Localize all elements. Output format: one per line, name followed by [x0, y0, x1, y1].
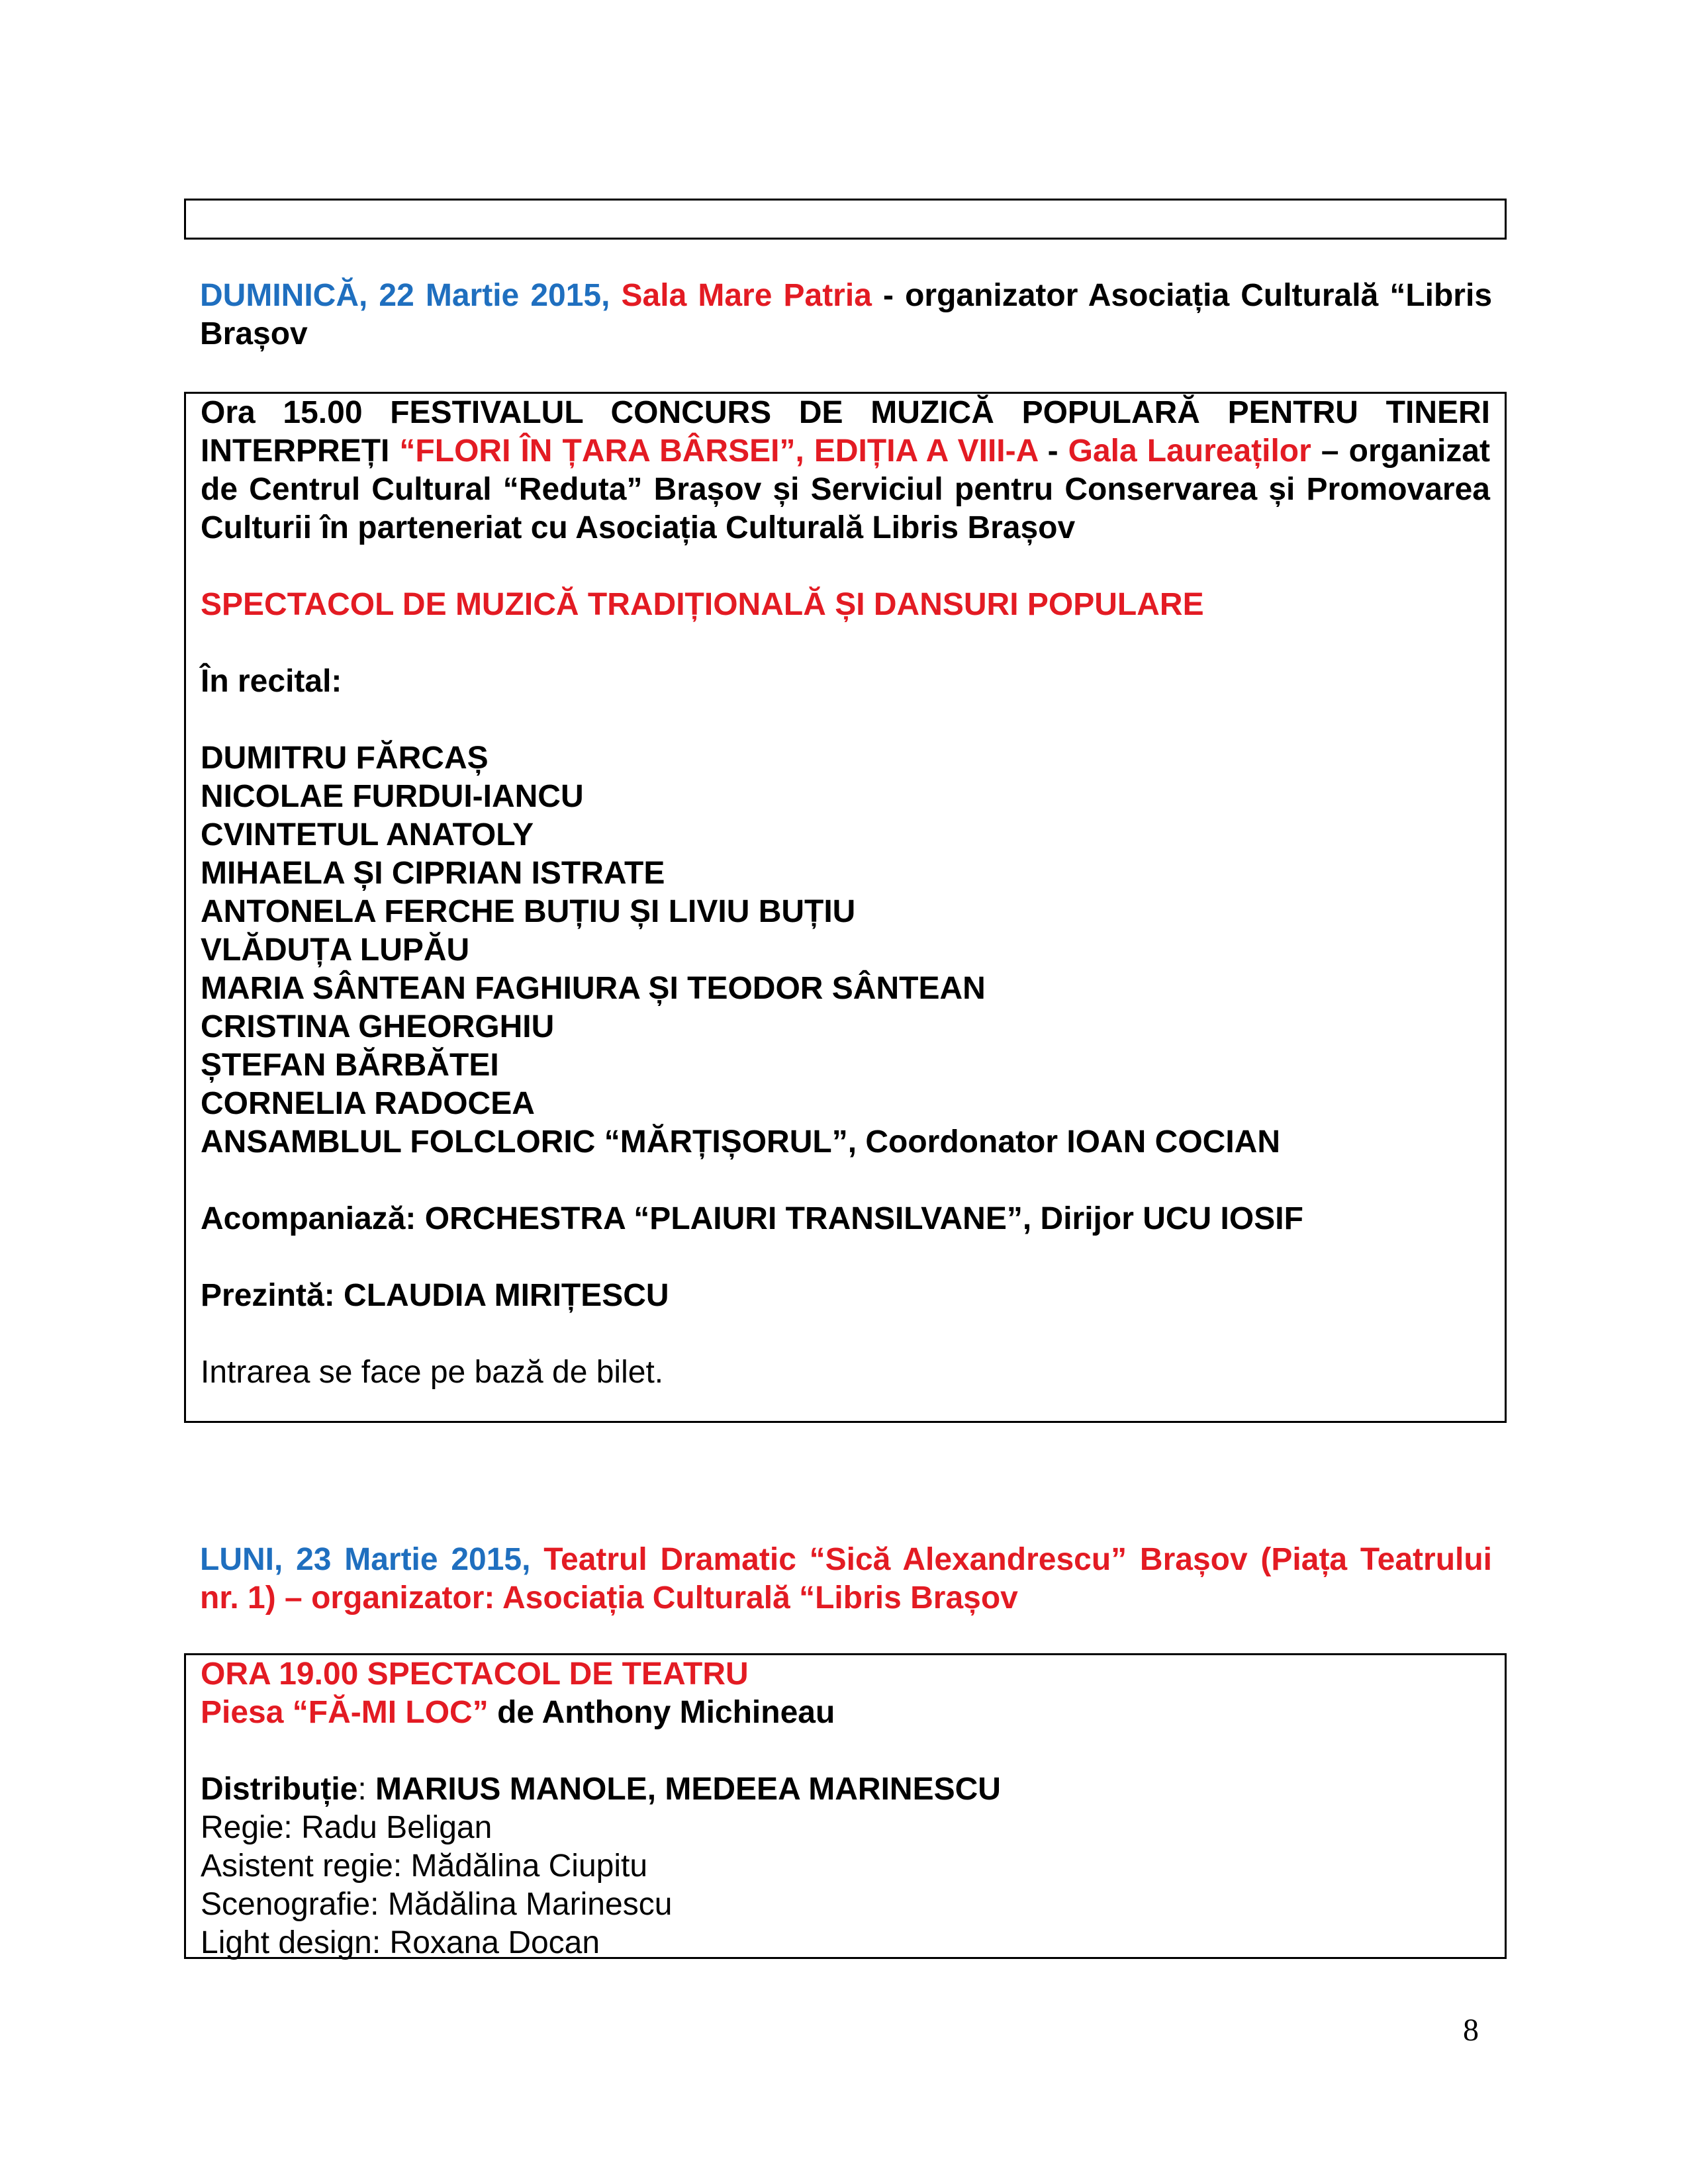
theatre-title: ORA 19.00 SPECTACOL DE TEATRU: [201, 1657, 749, 1692]
list-item: MIHAELA ȘI CIPRIAN ISTRATE: [201, 856, 665, 891]
section1-venue: Sala Mare Patria: [621, 278, 872, 313]
list-item: Scenografie: Mădălina Marinescu: [201, 1887, 673, 1922]
section1-heading: [200, 277, 1492, 353]
spectacol-title: SPECTACOL DE MUZICĂ TRADIȚIONALĂ ȘI DANSURI POPULARE: [201, 587, 1204, 622]
piece-line: [201, 1694, 1490, 1732]
section2-date: LUNI, 23 Martie 2015,: [200, 1542, 531, 1577]
distributie-label: Distribuție: [201, 1772, 358, 1807]
page-number: 8: [1463, 2013, 1479, 2048]
list-item: ȘTEFAN BĂRBĂTEI: [201, 1048, 499, 1083]
list-item: Light design: Roxana Docan: [201, 1925, 600, 1960]
list-item: VLĂDUȚA LUPĂU: [201, 933, 470, 968]
section1-date: DUMINICĂ, 22 Martie 2015,: [200, 278, 610, 313]
empty-table-row: [184, 199, 1507, 240]
festival-description: Ora 15.00 FESTIVALUL CONCURS DE MUZICĂ POPULARĂ PENTRU TINERI INTERPREȚI “FLORI ÎN ȚARA BÂRSEI”, EDIȚIA A VIII-A - Gala Laureaților – organizat de Centrul Cultural “Reduta” Brașov și Serviciul pentru Conservarea și Promovarea Culturii în parteneriat cu Asociația Culturală Libris Brașov: [201, 395, 1490, 545]
prezinta: Prezintă: CLAUDIA MIRIȚESCU: [201, 1278, 669, 1313]
list-item: ANSAMBLUL FOLCLORIC “MĂRȚIȘORUL”, Coordonator IOAN COCIAN: [201, 1124, 1280, 1160]
distributie-line: Distribuție: MARIUS MANOLE, MEDEEA MARINESCU: [201, 1772, 1001, 1807]
section2-box: [184, 1653, 1507, 1959]
performers-list: [201, 739, 1490, 1161]
piece-author: de Anthony Michineau: [497, 1695, 835, 1730]
list-item: CORNELIA RADOCEA: [201, 1086, 535, 1121]
list-item: MARIA SÂNTEAN FAGHIURA ȘI TEODOR SÂNTEAN: [201, 971, 986, 1006]
list-item: CVINTETUL ANATOLY: [201, 817, 534, 852]
acompaniaza: Acompaniază: ORCHESTRA “PLAIURI TRANSILVANE”, Dirijor UCU IOSIF: [201, 1201, 1303, 1236]
distributie-names: MARIUS MANOLE, MEDEEA MARINESCU: [375, 1772, 1001, 1807]
section1-box: [184, 392, 1507, 1423]
list-item: NICOLAE FURDUI-IANCU: [201, 779, 584, 814]
list-item: Asistent regie: Mădălina Ciupitu: [201, 1848, 648, 1884]
section1-organizer: - organizator Asociația Culturală “Libris Brașov: [200, 278, 1493, 351]
piece-title: Piesa “FĂ-MI LOC”: [201, 1695, 489, 1730]
list-item: DUMITRU FĂRCAȘ: [201, 741, 489, 776]
recital-label: În recital:: [201, 664, 342, 699]
section2-venue: Teatrul Dramatic “Sică Alexandrescu” Brașov (Piața Teatrului nr. 1) – organizator: Asociația Culturală “Libris Brașov: [200, 1542, 1493, 1615]
section2-heading: [200, 1541, 1492, 1617]
entry-note: Intrarea se face pe bază de bilet.: [201, 1355, 664, 1390]
list-item: Regie: Radu Beligan: [201, 1810, 492, 1845]
list-item: CRISTINA GHEORGHIU: [201, 1009, 555, 1044]
list-item: ANTONELA FERCHE BUȚIU ȘI LIVIU BUȚIU: [201, 894, 856, 929]
